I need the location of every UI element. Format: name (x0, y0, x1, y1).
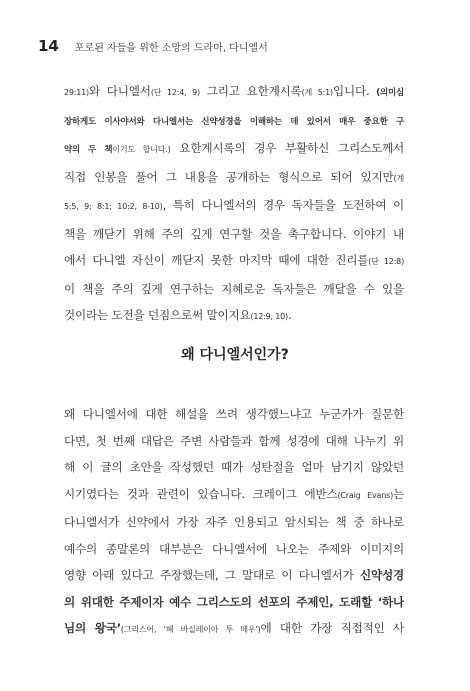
text-segment: 약의 두 책 (64, 145, 113, 155)
text-segment: 다면, 첫 번째 대답은 주변 사람들과 함께 성경에 대해 나누기 위 (64, 433, 404, 448)
text-line (64, 135, 404, 164)
text-segment: (계 5:1) (301, 88, 333, 97)
text-segment: 왜 다니엘서에 대한 해설을 쓰려 생각했느냐고 누군가가 질문한 (64, 407, 404, 421)
text-segment: 예수의 종말론의 대부분은 다니엘서에 나오는 주제와 이미지의 (64, 541, 404, 556)
text-segment: (그리스어, ‘헤 바실레이아 투 떼우’) (120, 625, 261, 634)
text-segment: 이기도 합니다.) (112, 145, 171, 154)
text-line (64, 247, 404, 276)
text-segment: 책을 깨닫기 위해 주의 깊게 연구할 것을 촉구합니다. 이야기 내 (64, 226, 404, 241)
text-segment: 에 대한 가장 직접적인 사 (260, 621, 404, 635)
text-line (64, 562, 404, 589)
text-segment: 영향 아래 있다고 주장했는데, 그 말대로 이 다니엘서가 (64, 568, 360, 582)
text-segment: (Craig Evans) (337, 490, 393, 500)
text-segment: (계 (393, 173, 404, 183)
text-line (64, 509, 404, 536)
text-segment: 와 다니엘서 (88, 84, 151, 98)
text-segment: 29:11) (64, 88, 89, 97)
text-line (64, 78, 404, 107)
text-line (64, 428, 404, 455)
text-line (64, 536, 404, 563)
text-line (64, 481, 404, 510)
text-line (64, 401, 404, 428)
text-segment: 것이라는 도전을 던짐으로써 말이지요 (64, 308, 251, 322)
text-segment: (단 12:4, 9) (150, 88, 200, 97)
paragraph-2 (64, 401, 404, 644)
text-segment: 는 (393, 486, 404, 501)
text-line (64, 454, 404, 481)
text-segment: (단 12:8) (368, 257, 404, 266)
text-line (64, 107, 404, 136)
text-segment: 신약성경 (360, 568, 404, 582)
text-segment: 다니엘서가 신약에서 가장 자주 인용되고 암시되는 책 중 하나로 (64, 515, 404, 529)
text-segment: 님의 왕국’ (64, 621, 121, 635)
text-line (64, 615, 404, 644)
text-segment: 해 이 글의 초안을 작성했던 때가 성탄절을 얼마 남기지 않았던 (64, 460, 404, 474)
text-segment: 이 책을 주의 깊게 연구하는 지혜로운 독자들은 깨달을 수 있을 (64, 281, 404, 296)
text-segment: 5:5, 9; 8:1; 10:2, 8-10) (64, 202, 163, 211)
running-title: 포로된 자들을 위한 소망의 드라마, 다니엘서 (74, 43, 268, 54)
text-segment: 에서 다니엘 자신이 깨닫지 못한 마지막 때에 대한 진리를 (64, 253, 369, 267)
text-line (64, 589, 404, 616)
text-segment: 그리고 요한계시록 (199, 84, 302, 98)
text-line (64, 192, 404, 221)
text-segment: (의미심 (376, 88, 404, 98)
text-line (64, 276, 404, 303)
text-line (64, 302, 404, 331)
text-segment: 시기였다는 것과 관련이 있습니다. 크레이그 에반스 (64, 486, 338, 501)
text-segment: 입니다. (332, 84, 377, 98)
page-number: 14 (38, 37, 59, 55)
text-segment: 의 위대한 주제이자 예수 그리스도의 선포의 주제인, 도래할 ‘하나 (64, 594, 404, 609)
text-segment: (12:9, 10) (250, 312, 288, 321)
paragraph-1 (64, 78, 404, 331)
page-header (38, 37, 268, 55)
text-segment: 요한계시록의 경우 부활하신 그리스도께서 (170, 141, 404, 155)
text-segment: . (287, 308, 292, 322)
text-line (64, 164, 404, 193)
text-segment: 직접 인봉을 풀어 그 내용을 공개하는 형식으로 되어 있지만 (64, 169, 394, 184)
text-line (64, 221, 404, 248)
text-segment: , 특히 다니엘서의 경우 독자들을 도전하여 이 (162, 198, 404, 212)
text-segment: 장하게도 이사야서와 다니엘서는 신약성경을 이해하는 데 있어서 매우 중요한 구 (64, 116, 404, 127)
section-heading: 왜 다니엘서인가? (181, 347, 289, 363)
